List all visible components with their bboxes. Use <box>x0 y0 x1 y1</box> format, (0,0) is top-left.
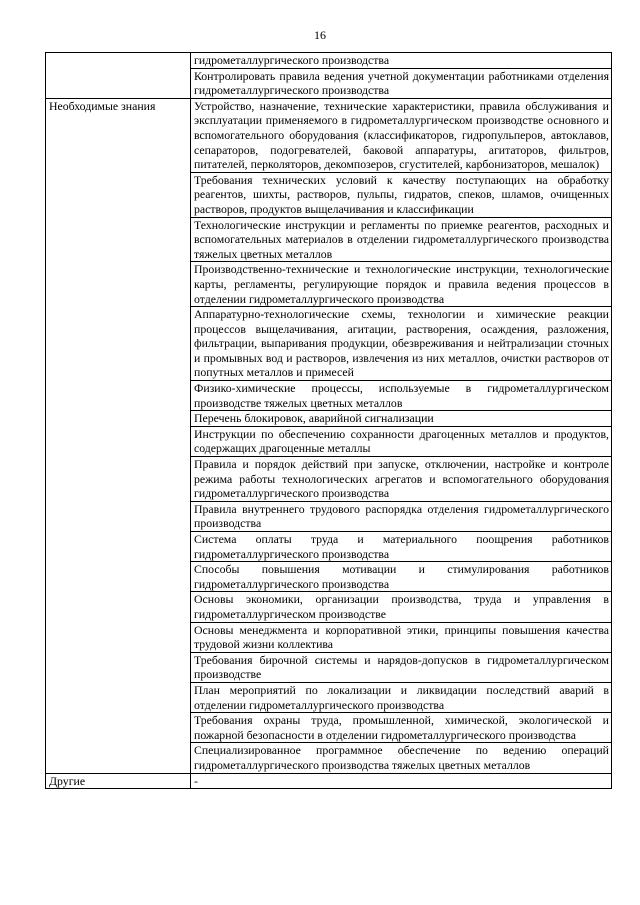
row-item: Требования охраны труда, промышленной, химической, экологической и пожарной безопасности в отделении гидрометаллургического производства <box>191 713 612 743</box>
row-item: Система оплаты труда и материального поощрения работников гидрометаллургического производства <box>191 532 612 562</box>
row-label: Другие <box>46 773 191 789</box>
row-item: Физико-химические процессы, используемые в гидрометаллургическом производстве тяжелых цветных металлов <box>191 381 612 411</box>
row-item: Требования технических условий к качеству поступающих на обработку реагентов, шихты, растворов, пульпы, гидратов, спеков, шламов, очищенных растворов, продуктов выщелачивания и классификации <box>191 172 612 217</box>
row-label: Необходимые знания <box>46 98 191 773</box>
row-item: Способы повышения мотивации и стимулирования работников гидрометаллургического производства <box>191 562 612 592</box>
requirements-table <box>45 52 612 789</box>
row-item: План мероприятий по локализации и ликвидации последствий аварий в отделении гидрометаллургического производства <box>191 682 612 712</box>
row-item: Технологические инструкции и регламенты по приемке реагентов, расходных и вспомогательных материалов в отделении гидрометаллургического производства тяжелых цветных металлов <box>191 217 612 262</box>
requirements-table-body <box>46 53 612 789</box>
row-item: гидрометаллургического производства <box>191 53 612 69</box>
row-label <box>46 53 191 99</box>
page-number: 16 <box>314 28 326 42</box>
table-row <box>46 53 612 69</box>
row-item: Производственно-технические и технологические инструкции, технологические карты, регламенты, регулирующие порядок и правила ведения процессов в отделении гидрометаллургического производства <box>191 262 612 307</box>
table-row <box>46 773 612 789</box>
row-item: Аппаратурно-технологические схемы, технологии и химические реакции процессов выщелачивания, агитации, растворения, осаждения, разложения, фильтрации, выпаривания продукции, обезвреживания и нейтрализации сточных и промывных вод и растворов, извлечения из них металлов, очистки растворов от попутных металлов и примесей <box>191 307 612 381</box>
row-item: Контролировать правила ведения учетной документации работниками отделения гидрометаллургического производства <box>191 68 612 98</box>
row-item: Правила и порядок действий при запуске, отключении, настройке и контроле режима работы технологических агрегатов и вспомогательного оборудования гидрометаллургического производства <box>191 457 612 502</box>
row-item: Требования бирочной системы и нарядов-допусков в гидрометаллургическом производстве <box>191 652 612 682</box>
row-item: Специализированное программное обеспечение по ведению операций гидрометаллургического производства тяжелых цветных металлов <box>191 743 612 773</box>
row-item: Перечень блокировок, аварийной сигнализации <box>191 411 612 427</box>
table-row <box>46 98 612 172</box>
row-item: Инструкции по обеспечению сохранности драгоценных металлов и продуктов, содержащих драгоценные металлы <box>191 426 612 456</box>
row-item: Основы менеджмента и корпоративной этики, принципы повышения качества трудовой жизни коллектива <box>191 622 612 652</box>
row-item: Основы экономики, организации производства, труда и управления в гидрометаллургическом производстве <box>191 592 612 622</box>
row-item: Устройство, назначение, технические характеристики, правила обслуживания и эксплуатации применяемого в гидрометаллургическом производстве основного и вспомогательного оборудования (классификаторов, гидропульперов, автоклавов, сепараторов, подогревателей, баковой аппаратуры, агитаторов, фильтров, питателей, перколяторов, декомпозеров, сгустителей, карбонизаторов, мешалок) <box>191 98 612 172</box>
row-item: Правила внутреннего трудового распорядка отделения гидрометаллургического производства <box>191 501 612 531</box>
row-item: - <box>191 773 612 789</box>
